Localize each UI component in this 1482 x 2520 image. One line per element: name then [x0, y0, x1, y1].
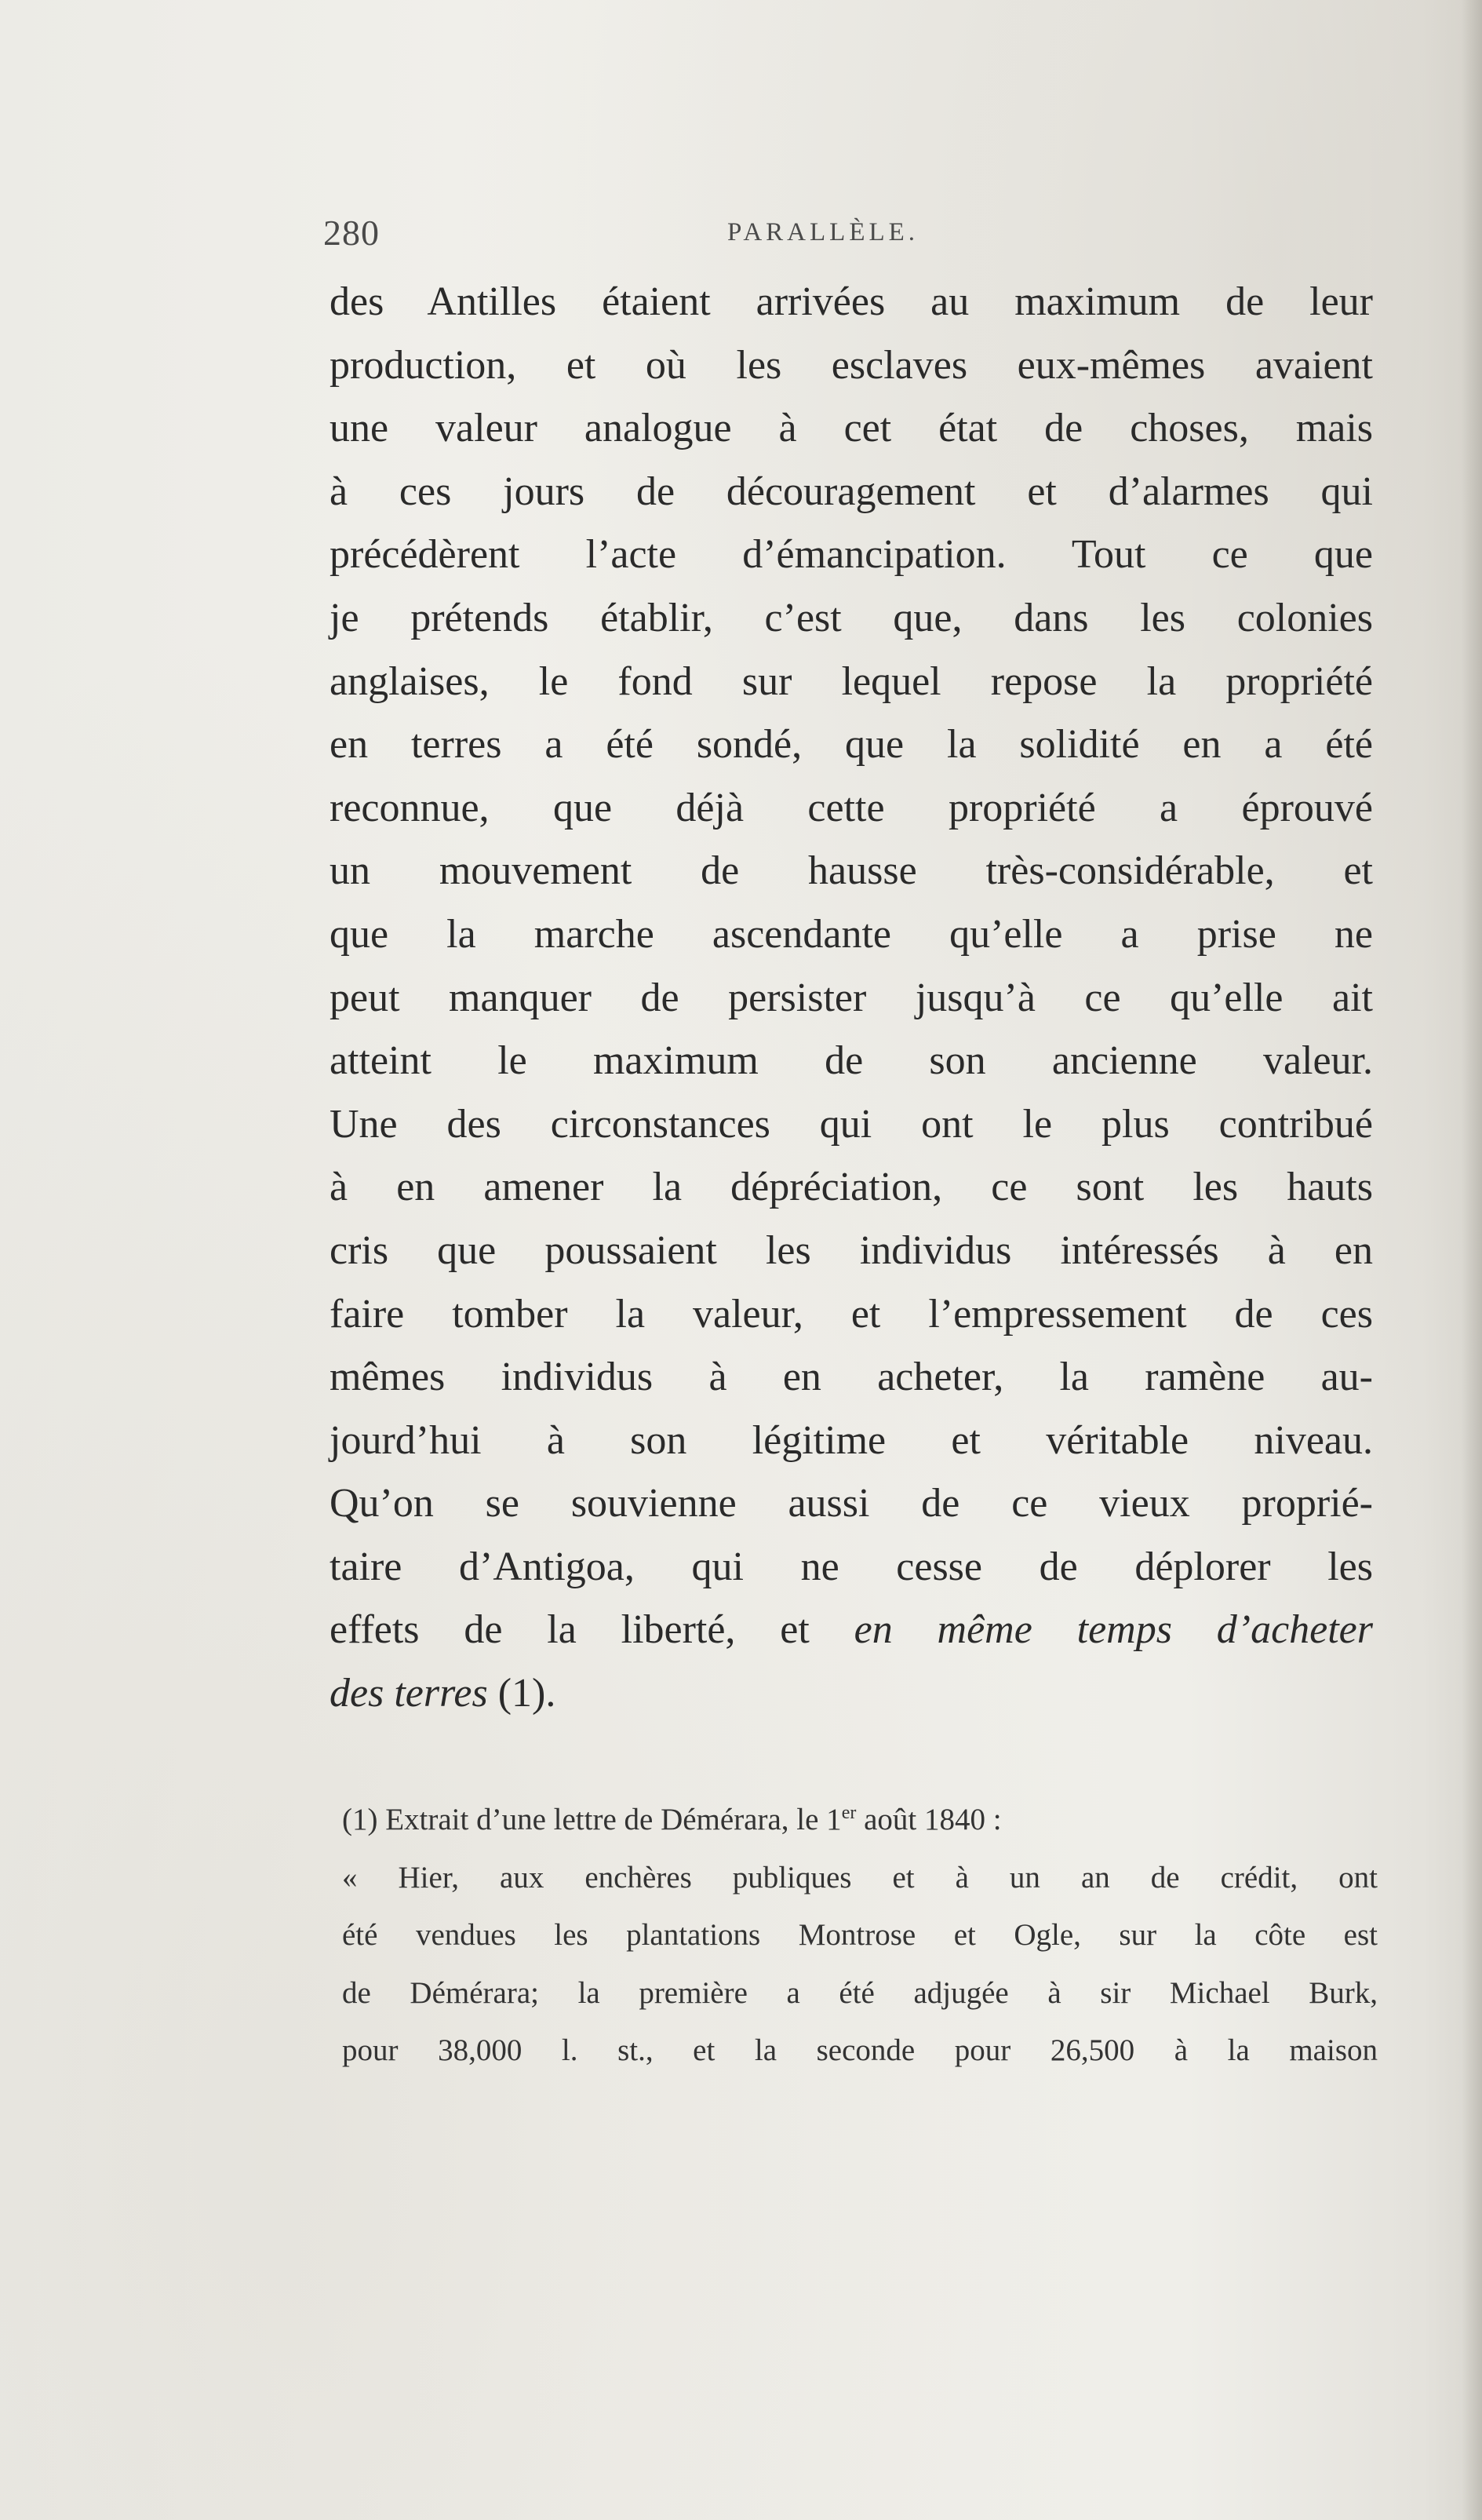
body-text [330, 271, 1373, 1726]
text-line: reconnue, que déjà cette propriété a éprouvé [330, 785, 1373, 830]
text-line: peut manquer de persister jusqu’à ce qu’elle ait [330, 975, 1373, 1020]
footnote-line: « Hier, aux enchères publiques et à un an de crédit, ont [342, 1860, 1378, 1895]
text-run: effets de la liberté, et [330, 1607, 854, 1653]
footnote-line: été vendues les plantations Montrose et Ogle, sur la côte est [342, 1918, 1378, 1952]
text-line: précédèrent l’acte d’émancipation. Tout ce que [330, 532, 1373, 578]
text-line: Une des circonstances qui ont le plus contribué [330, 1101, 1373, 1147]
text-line: je prétends établir, c’est que, dans les colonies [330, 595, 1373, 640]
text-line: Qu’on se souvienne aussi de ce vieux proprié- [330, 1481, 1373, 1526]
page-number: 280 [323, 213, 380, 253]
text-line [330, 1599, 1373, 1662]
text-line: à en amener la dépréciation, ce sont les hauts [330, 1165, 1373, 1210]
text-line: une valeur analogue à cet état de choses, mais [330, 406, 1373, 451]
page-header [323, 212, 1375, 259]
text-line: production, et où les esclaves eux-mêmes avaient [330, 342, 1373, 388]
italic-phrase: des terres [330, 1671, 488, 1716]
footnote-line: de Démérara; la première a été adjugée à sir Michael Burk, [342, 1975, 1378, 2010]
text-line: des Antilles étaient arrivées au maximum de leur [330, 279, 1373, 324]
text-line: en terres a été sondé, que la solidité en a été [330, 722, 1373, 768]
text-line: mêmes individus à en acheter, la ramène au- [330, 1355, 1373, 1400]
footnote-text: (1) Extrait d’une lettre de Démérara, le 1 [342, 1803, 842, 1836]
footnote-line [342, 1791, 1378, 1849]
text-line: jourd’hui à son légitime et véritable niveau. [330, 1417, 1373, 1463]
text-line: faire tomber la valeur, et l’empressement de ces [330, 1291, 1373, 1337]
footnote-line: pour 38,000 l. st., et la seconde pour 26,500 à la maison [342, 2033, 1378, 2067]
footnote [342, 1791, 1378, 2080]
footnote-text: août 1840 : [856, 1803, 1002, 1836]
text-line [330, 1662, 1373, 1726]
text-line: un mouvement de hausse très-considérable, et [330, 848, 1373, 894]
text-line: cris que poussaient les individus intéressés à en [330, 1227, 1373, 1273]
italic-phrase: en même temps d’acheter [854, 1607, 1373, 1653]
text-line: que la marche ascendante qu’elle a prise ne [330, 911, 1373, 957]
text-line: taire d’Antigoa, qui ne cesse de déplorer les [330, 1544, 1373, 1589]
footnote-superscript: er [841, 1803, 857, 1823]
text-line: anglaises, le fond sur lequel repose la propriété [330, 658, 1373, 704]
running-head: PARALLÈLE. [727, 218, 919, 246]
text-line: atteint le maximum de son ancienne valeur. [330, 1038, 1373, 1084]
footnote-reference: (1). [487, 1671, 556, 1716]
text-line: à ces jours de découragement et d’alarmes qui [330, 469, 1373, 514]
